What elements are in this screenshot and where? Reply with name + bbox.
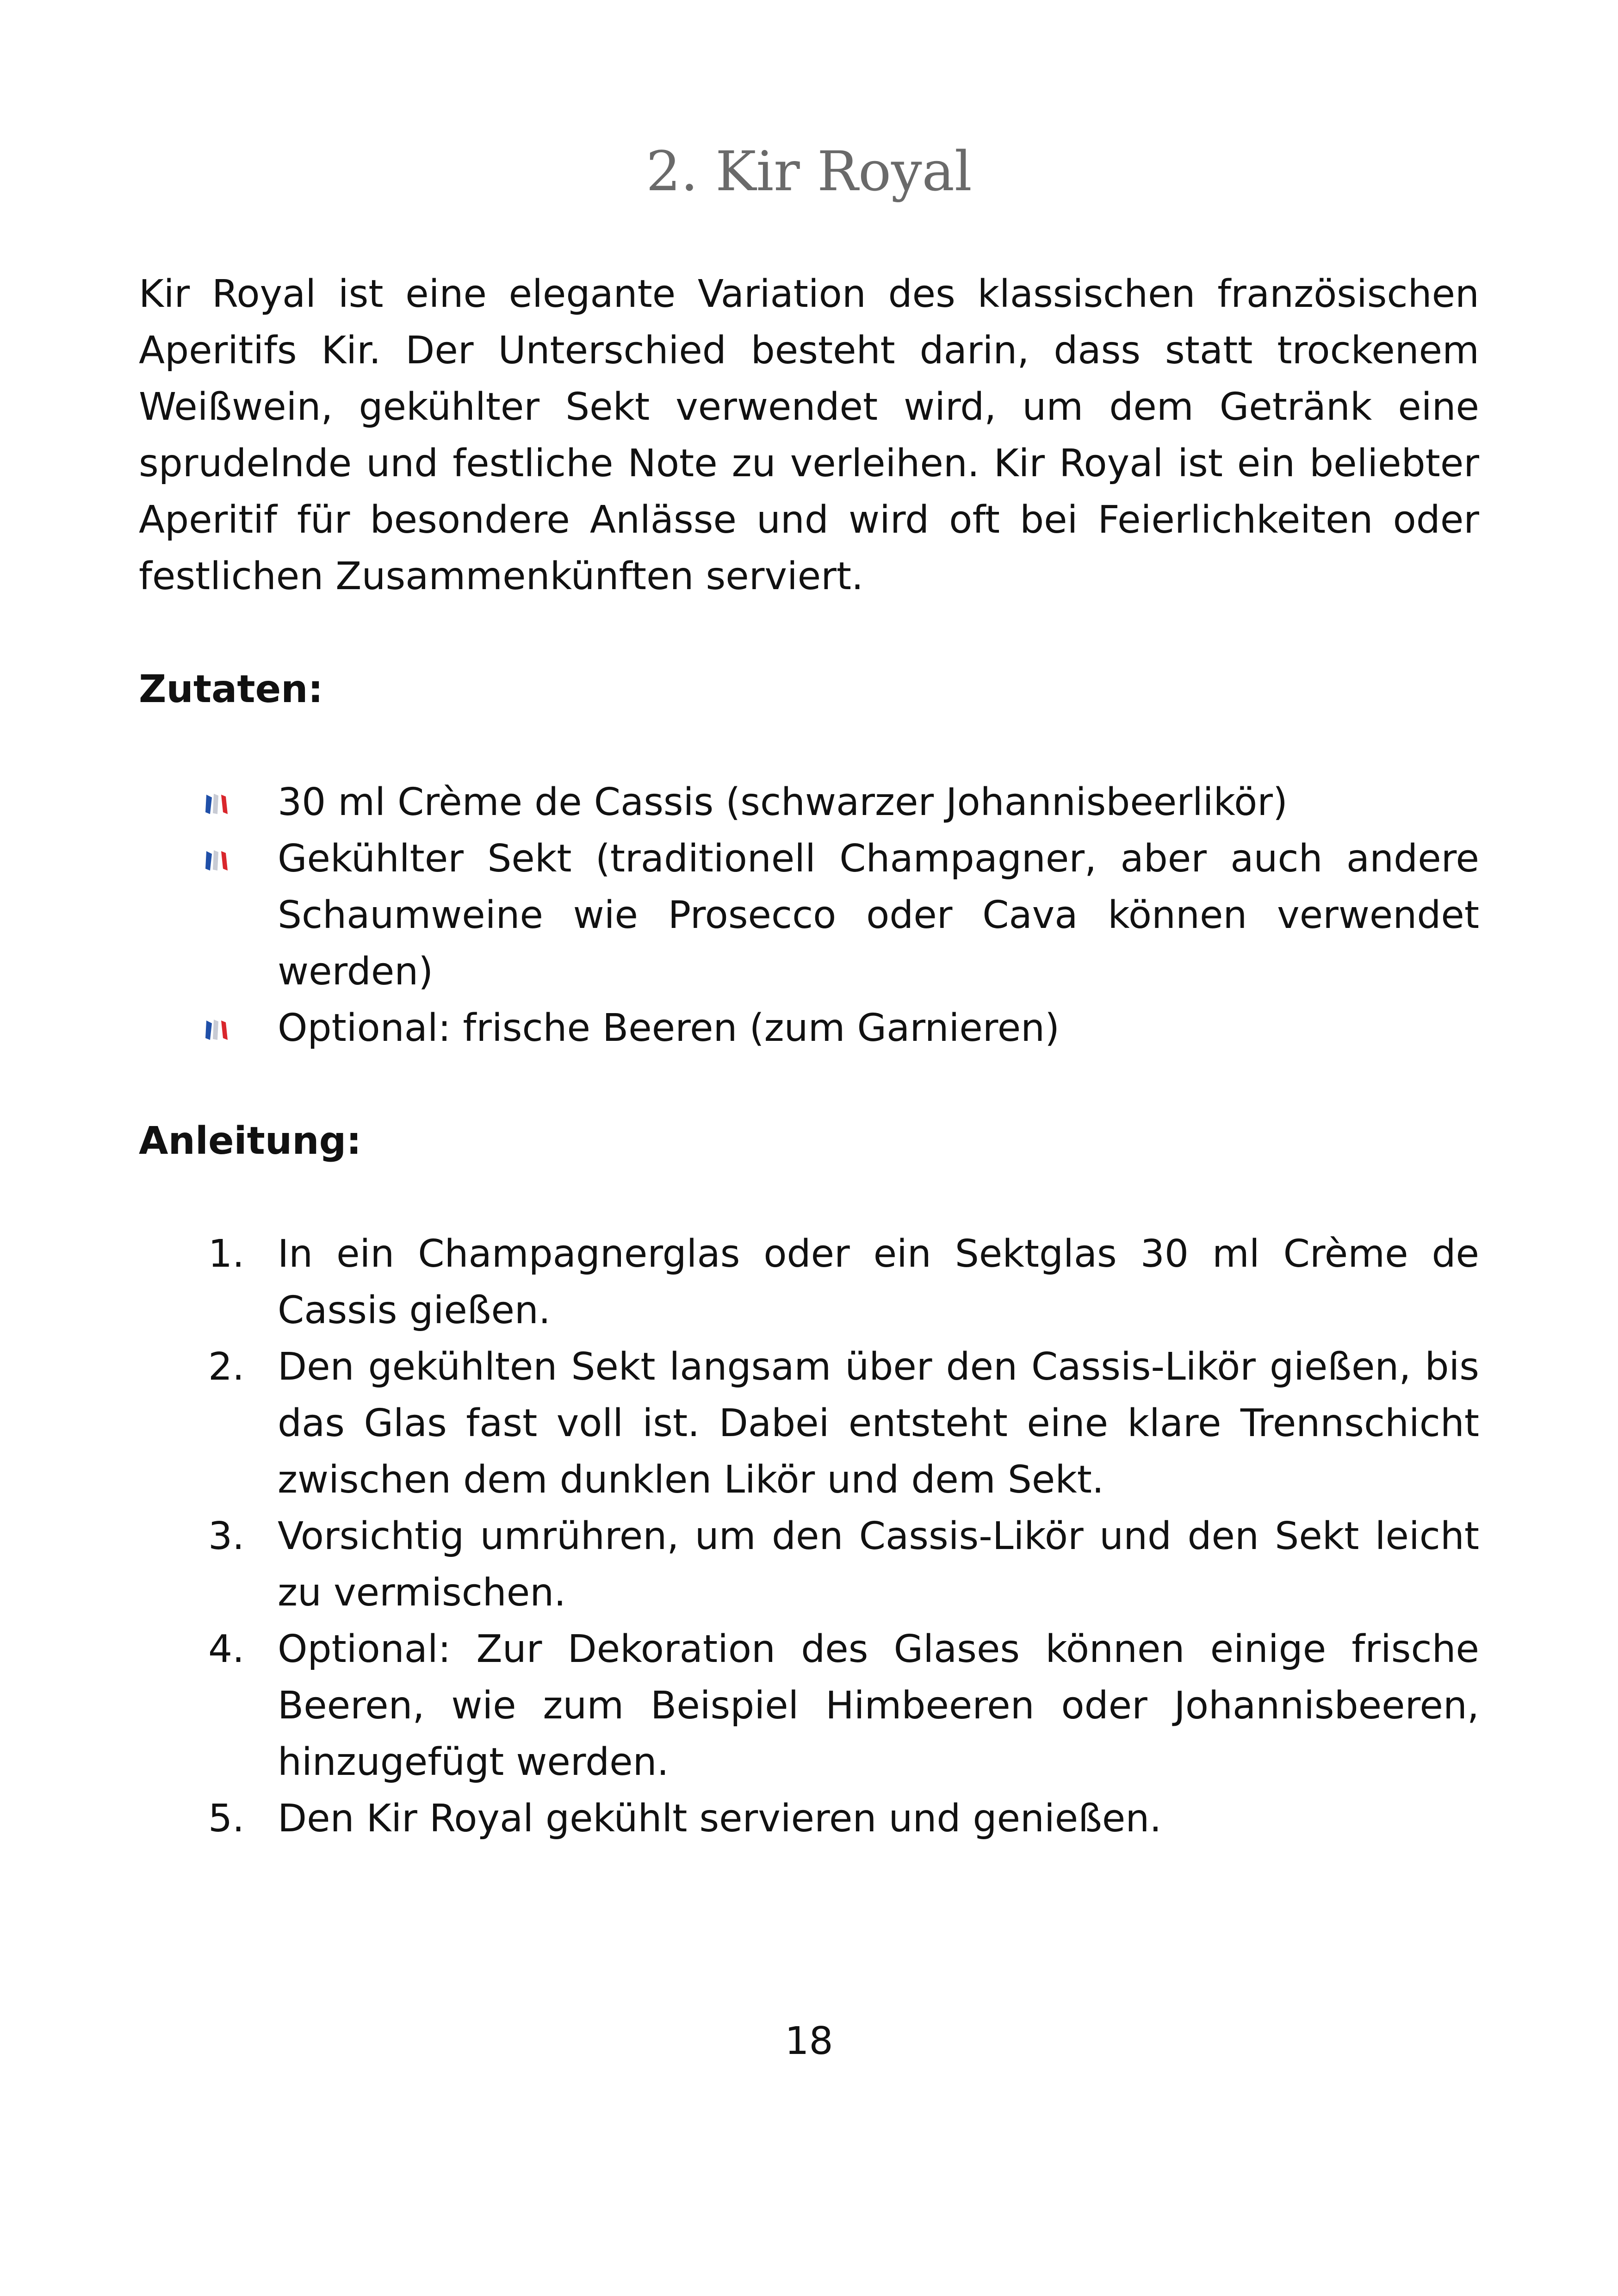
step-number: 3. [208, 1514, 245, 1558]
ingredient-text: Optional: frische Beeren (zum Garnieren) [278, 1006, 1060, 1050]
step-text: Vorsichtig umrühren, um den Cassis-Likör und den Sekt leicht zu vermischen. [278, 1514, 1479, 1615]
instruction-step [139, 1621, 1479, 1791]
french-flag-bullet-icon [205, 792, 230, 816]
ingredients-heading: Zutaten: [139, 667, 323, 711]
step-number: 2. [208, 1345, 245, 1389]
instruction-step [139, 1791, 1479, 1847]
step-text: Den Kir Royal gekühlt servieren und genießen. [278, 1797, 1162, 1841]
instructions-list [139, 1226, 1479, 1847]
step-number: 1. [208, 1232, 245, 1276]
step-text: In ein Champagnerglas oder ein Sektglas 30 ml Crème de Cassis gießen. [278, 1232, 1479, 1332]
step-text: Den gekühlten Sekt langsam über den Cassis-Likör gießen, bis das Glas fast voll ist. Dabei entsteht eine klare Trennschicht zwischen dem dunklen Likör und dem Sekt. [278, 1345, 1479, 1502]
step-text: Optional: Zur Dekoration des Glases können einige frische Beeren, wie zum Beispiel Himbeeren oder Johannisbeeren, hinzugefügt werden. [278, 1627, 1479, 1784]
instructions-heading: Anleitung: [139, 1119, 362, 1163]
step-number: 5. [208, 1797, 245, 1841]
ingredients-list [139, 774, 1479, 1057]
page-number: 18 [785, 2019, 833, 2063]
instruction-step [139, 1339, 1479, 1508]
instruction-step [139, 1508, 1479, 1621]
page-title: 2. Kir Royal [646, 139, 972, 203]
french-flag-bullet-icon [205, 1018, 230, 1042]
ingredient-text: 30 ml Crème de Cassis (schwarzer Johannisbeerlikör) [278, 780, 1288, 824]
french-flag-bullet-icon [205, 848, 230, 872]
instruction-step [139, 1226, 1479, 1339]
ingredient-text: Gekühlter Sekt (traditionell Champagner, aber auch andere Schaumweine wie Prosecco oder Cava können verwendet werden) [278, 837, 1479, 994]
ingredient-item [139, 1000, 1479, 1057]
intro-paragraph: Kir Royal ist eine elegante Variation des klassischen französischen Aperitifs Kir. Der Unterschied besteht darin, dass statt trockenem Weißwein, gekühlter Sekt verwendet wird, um dem Getränk eine sprudelnde und festliche Note zu verleihen. Kir Royal ist ein beliebter Aperitif für besondere Anlässe und wird oft bei Feierlichkeiten oder festlichen Zusammenkünften serviert. [139, 272, 1479, 598]
step-number: 4. [208, 1627, 245, 1671]
ingredient-item [139, 774, 1479, 831]
page-content [139, 266, 1479, 1847]
ingredient-item [139, 831, 1479, 1000]
